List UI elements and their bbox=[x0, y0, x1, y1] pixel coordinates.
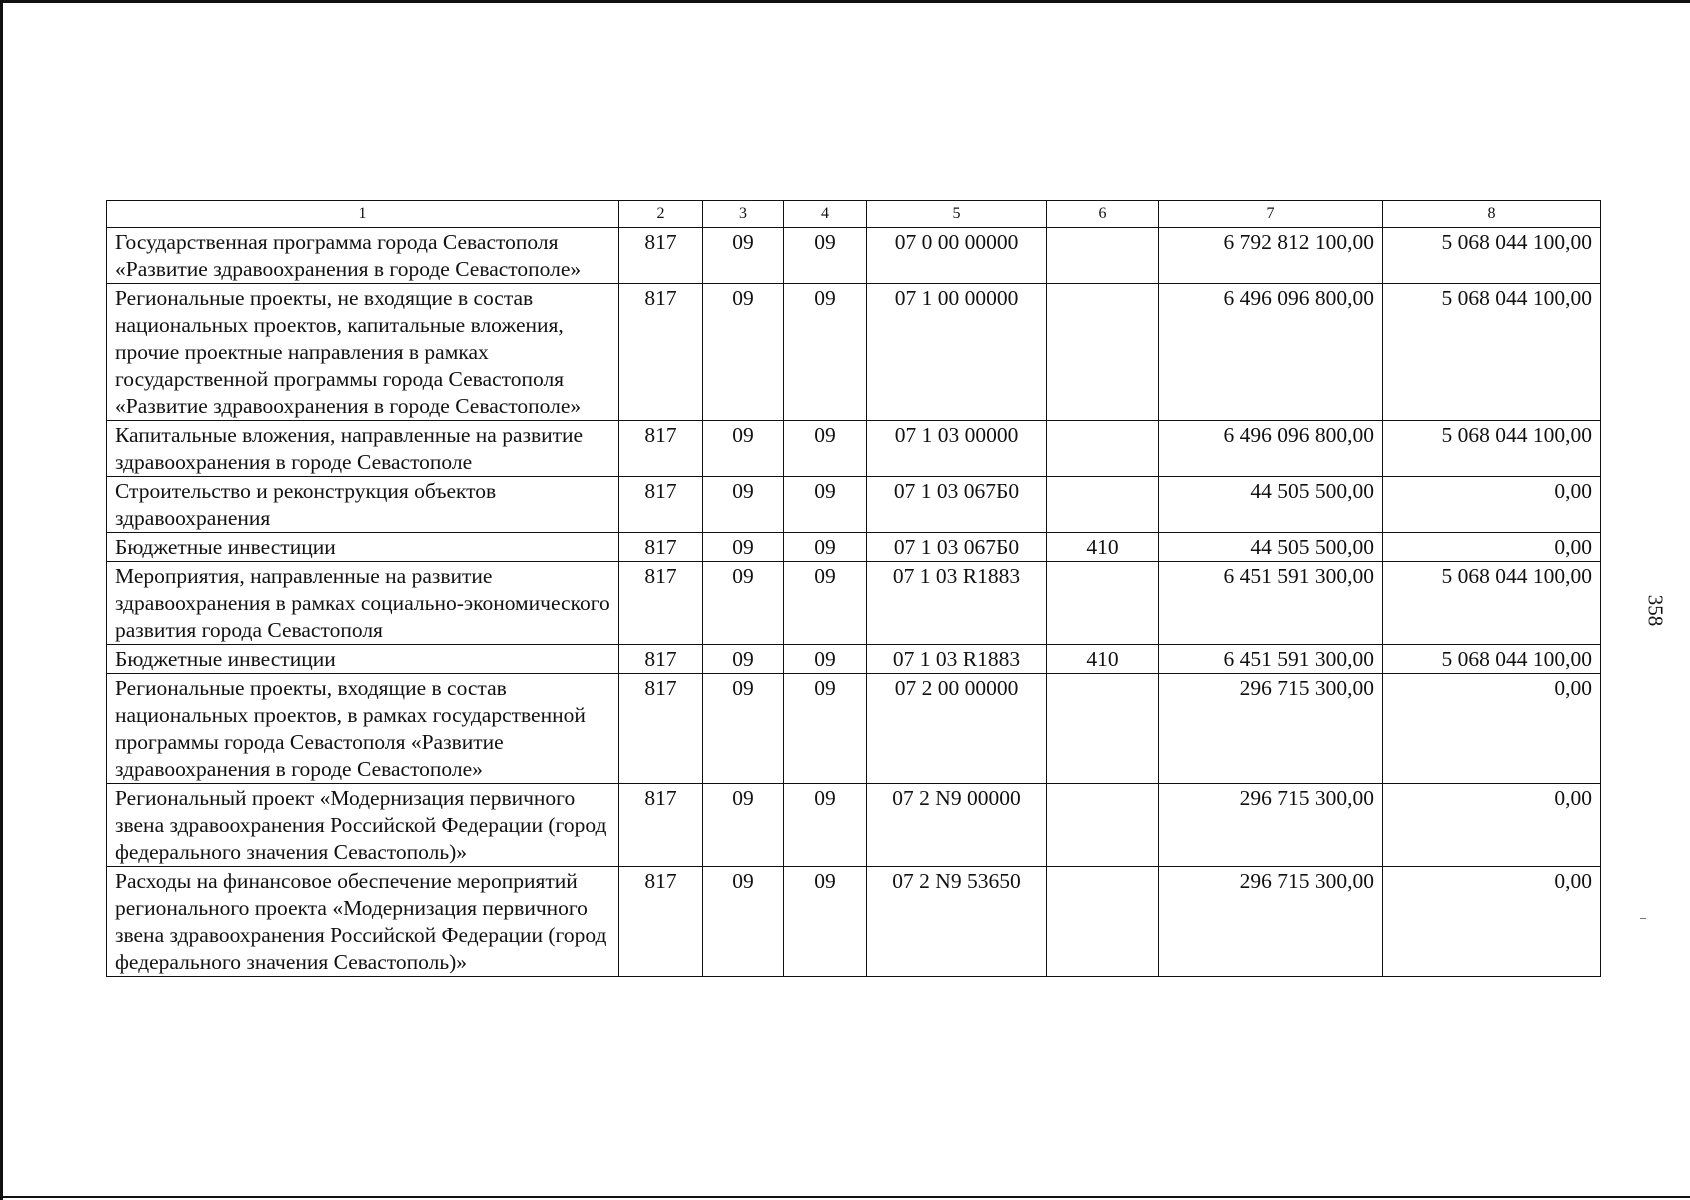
row-code-ministry: 817 bbox=[619, 477, 703, 533]
row-code-subsection: 09 bbox=[784, 533, 867, 562]
row-code-expense-type bbox=[1047, 867, 1159, 977]
column-header-6: 6 bbox=[1047, 201, 1159, 228]
table-row bbox=[107, 784, 1601, 867]
row-code-target: 07 1 03 067Б0 bbox=[867, 533, 1047, 562]
row-code-subsection: 09 bbox=[784, 562, 867, 645]
table-row bbox=[107, 533, 1601, 562]
row-amount-col7: 6 792 812 100,00 bbox=[1159, 228, 1383, 284]
table-row bbox=[107, 228, 1601, 284]
row-amount-col7: 44 505 500,00 bbox=[1159, 477, 1383, 533]
scan-edge-bottom bbox=[0, 1196, 1690, 1198]
row-name: Расходы на финансовое обеспечение мероприятий регионального проекта «Модернизация первичного звена здравоохранения Российской Федерации (город федерального значения Севастополь)» bbox=[107, 867, 619, 977]
row-code-ministry: 817 bbox=[619, 645, 703, 674]
row-code-subsection: 09 bbox=[784, 284, 867, 421]
row-amount-col8: 0,00 bbox=[1383, 674, 1601, 784]
row-code-ministry: 817 bbox=[619, 674, 703, 784]
column-header-2: 2 bbox=[619, 201, 703, 228]
row-code-ministry: 817 bbox=[619, 533, 703, 562]
row-amount-col7: 296 715 300,00 bbox=[1159, 784, 1383, 867]
row-code-target: 07 1 00 00000 bbox=[867, 284, 1047, 421]
row-code-expense-type bbox=[1047, 228, 1159, 284]
table-row bbox=[107, 284, 1601, 421]
row-code-subsection: 09 bbox=[784, 477, 867, 533]
row-name: Мероприятия, направленные на развитие здравоохранения в рамках социально-экономического развития города Севастополя bbox=[107, 562, 619, 645]
scan-edge-left bbox=[0, 0, 3, 1200]
row-code-target: 07 1 03 R1883 bbox=[867, 562, 1047, 645]
row-code-ministry: 817 bbox=[619, 284, 703, 421]
column-header-8: 8 bbox=[1383, 201, 1601, 228]
row-code-subsection: 09 bbox=[784, 228, 867, 284]
row-code-ministry: 817 bbox=[619, 228, 703, 284]
row-name: Строительство и реконструкция объектов здравоохранения bbox=[107, 477, 619, 533]
row-code-target: 07 2 N9 53650 bbox=[867, 867, 1047, 977]
row-code-expense-type bbox=[1047, 477, 1159, 533]
row-code-target: 07 2 N9 00000 bbox=[867, 784, 1047, 867]
row-code-section: 09 bbox=[703, 228, 784, 284]
row-name: Бюджетные инвестиции bbox=[107, 645, 619, 674]
column-header-5: 5 bbox=[867, 201, 1047, 228]
row-code-section: 09 bbox=[703, 533, 784, 562]
row-amount-col8: 5 068 044 100,00 bbox=[1383, 421, 1601, 477]
row-code-ministry: 817 bbox=[619, 784, 703, 867]
table-row bbox=[107, 562, 1601, 645]
scan-mark bbox=[1640, 918, 1646, 919]
row-code-target: 07 1 03 R1883 bbox=[867, 645, 1047, 674]
row-amount-col8: 0,00 bbox=[1383, 533, 1601, 562]
row-code-expense-type bbox=[1047, 284, 1159, 421]
row-code-ministry: 817 bbox=[619, 562, 703, 645]
row-code-section: 09 bbox=[703, 674, 784, 784]
row-code-target: 07 2 00 00000 bbox=[867, 674, 1047, 784]
header-row bbox=[107, 201, 1601, 228]
row-code-section: 09 bbox=[703, 784, 784, 867]
row-name: Региональный проект «Модернизация первичного звена здравоохранения Российской Федерации (город федерального значения Севастополь)» bbox=[107, 784, 619, 867]
column-header-1: 1 bbox=[107, 201, 619, 228]
row-code-section: 09 bbox=[703, 562, 784, 645]
row-amount-col7: 6 496 096 800,00 bbox=[1159, 284, 1383, 421]
row-amount-col8: 5 068 044 100,00 bbox=[1383, 562, 1601, 645]
column-header-4: 4 bbox=[784, 201, 867, 228]
row-code-ministry: 817 bbox=[619, 867, 703, 977]
row-code-subsection: 09 bbox=[784, 867, 867, 977]
column-header-3: 3 bbox=[703, 201, 784, 228]
row-code-ministry: 817 bbox=[619, 421, 703, 477]
row-code-expense-type: 410 bbox=[1047, 533, 1159, 562]
row-code-subsection: 09 bbox=[784, 674, 867, 784]
row-code-expense-type bbox=[1047, 674, 1159, 784]
row-amount-col7: 6 451 591 300,00 bbox=[1159, 562, 1383, 645]
row-code-section: 09 bbox=[703, 645, 784, 674]
table-row bbox=[107, 867, 1601, 977]
row-code-section: 09 bbox=[703, 421, 784, 477]
scan-edge-top bbox=[0, 0, 1690, 3]
row-amount-col8: 0,00 bbox=[1383, 784, 1601, 867]
row-name: Региональные проекты, входящие в состав национальных проектов, в рамках государственной программы города Севастополя «Развитие здравоохранения в городе Севастополе» bbox=[107, 674, 619, 784]
budget-table bbox=[106, 200, 1601, 977]
table-row bbox=[107, 674, 1601, 784]
row-amount-col8: 0,00 bbox=[1383, 477, 1601, 533]
row-code-expense-type bbox=[1047, 562, 1159, 645]
row-code-subsection: 09 bbox=[784, 784, 867, 867]
row-amount-col7: 296 715 300,00 bbox=[1159, 867, 1383, 977]
row-amount-col7: 6 496 096 800,00 bbox=[1159, 421, 1383, 477]
row-code-section: 09 bbox=[703, 284, 784, 421]
row-name: Государственная программа города Севастополя «Развитие здравоохранения в городе Севастополе» bbox=[107, 228, 619, 284]
row-name: Бюджетные инвестиции bbox=[107, 533, 619, 562]
table-row bbox=[107, 477, 1601, 533]
table-row bbox=[107, 645, 1601, 674]
row-amount-col7: 6 451 591 300,00 bbox=[1159, 645, 1383, 674]
row-code-section: 09 bbox=[703, 477, 784, 533]
table-row bbox=[107, 421, 1601, 477]
row-code-target: 07 0 00 00000 bbox=[867, 228, 1047, 284]
row-code-subsection: 09 bbox=[784, 421, 867, 477]
page-number: 358 bbox=[1643, 594, 1668, 627]
row-code-section: 09 bbox=[703, 867, 784, 977]
row-amount-col7: 44 505 500,00 bbox=[1159, 533, 1383, 562]
row-amount-col7: 296 715 300,00 bbox=[1159, 674, 1383, 784]
row-code-expense-type bbox=[1047, 421, 1159, 477]
column-header-7: 7 bbox=[1159, 201, 1383, 228]
row-amount-col8: 5 068 044 100,00 bbox=[1383, 284, 1601, 421]
row-amount-col8: 5 068 044 100,00 bbox=[1383, 228, 1601, 284]
row-code-target: 07 1 03 067Б0 bbox=[867, 477, 1047, 533]
row-amount-col8: 0,00 bbox=[1383, 867, 1601, 977]
row-code-expense-type: 410 bbox=[1047, 645, 1159, 674]
row-code-expense-type bbox=[1047, 784, 1159, 867]
row-amount-col8: 5 068 044 100,00 bbox=[1383, 645, 1601, 674]
row-name: Региональные проекты, не входящие в состав национальных проектов, капитальные вложения, прочие проектные направления в рамках государственной программы города Севастополя «Развитие здравоохранения в городе Севастополе» bbox=[107, 284, 619, 421]
row-name: Капитальные вложения, направленные на развитие здравоохранения в городе Севастополе bbox=[107, 421, 619, 477]
row-code-target: 07 1 03 00000 bbox=[867, 421, 1047, 477]
row-code-subsection: 09 bbox=[784, 645, 867, 674]
